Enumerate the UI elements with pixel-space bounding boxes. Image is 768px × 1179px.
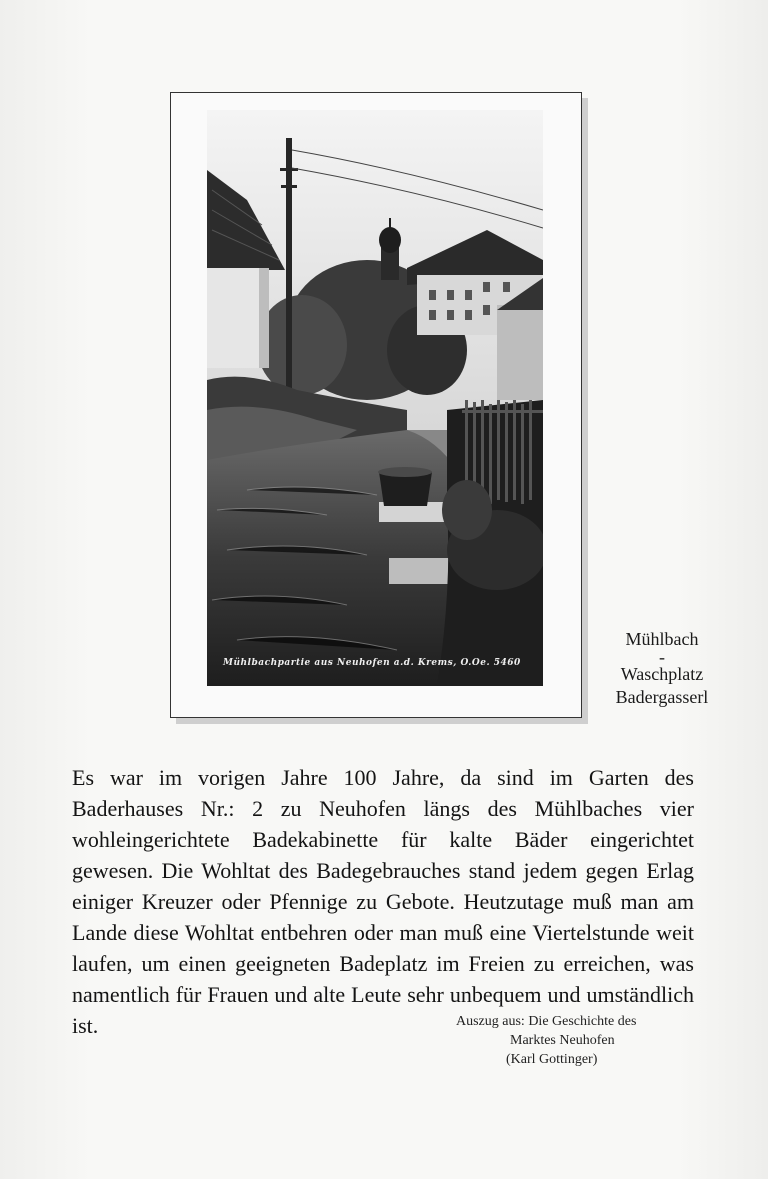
- side-caption-line-2: Waschplatz: [620, 664, 704, 684]
- side-caption-dash: -: [659, 647, 665, 667]
- body-paragraph: Es war im vorigen Jahre 100 Jahre, da sind im Garten des Baderhauses Nr.: 2 zu Neuhofen längs des Mühlbaches vier wohleingerichtete Badekabinette für kalte Bäder eingerichtet gewesen. Die Wohltat des Badegebrauches stand jedem gegen Erlag einiger Kreuzer oder Pfennige zu Gebote. Heutzutage muß man am Lande diese Wohltat entbehren oder man muß eine Viertelstunde weit laufen, um einen geeigneten Badeplatz im Freien zu erreichen, was namentlich für Frauen und alte Leute sehr unbequem und umständlich ist.: [72, 765, 694, 1038]
- source-line-2: Marktes Neuhofen: [510, 1033, 615, 1048]
- side-caption: [592, 628, 732, 709]
- photo-caption: Mühlbachpartie aus Neuhofen a.d. Krems, O.Oe. 5460: [223, 658, 521, 668]
- side-caption-line-1: Mühlbach: [625, 629, 699, 649]
- historic-photo: [207, 110, 543, 686]
- side-caption-line-3: Badergasserl: [615, 687, 709, 707]
- source-line-1: Auszug aus: Die Geschichte des: [456, 1014, 637, 1029]
- source-line-3: (Karl Gottinger): [506, 1052, 598, 1067]
- source-attribution: [452, 1012, 692, 1069]
